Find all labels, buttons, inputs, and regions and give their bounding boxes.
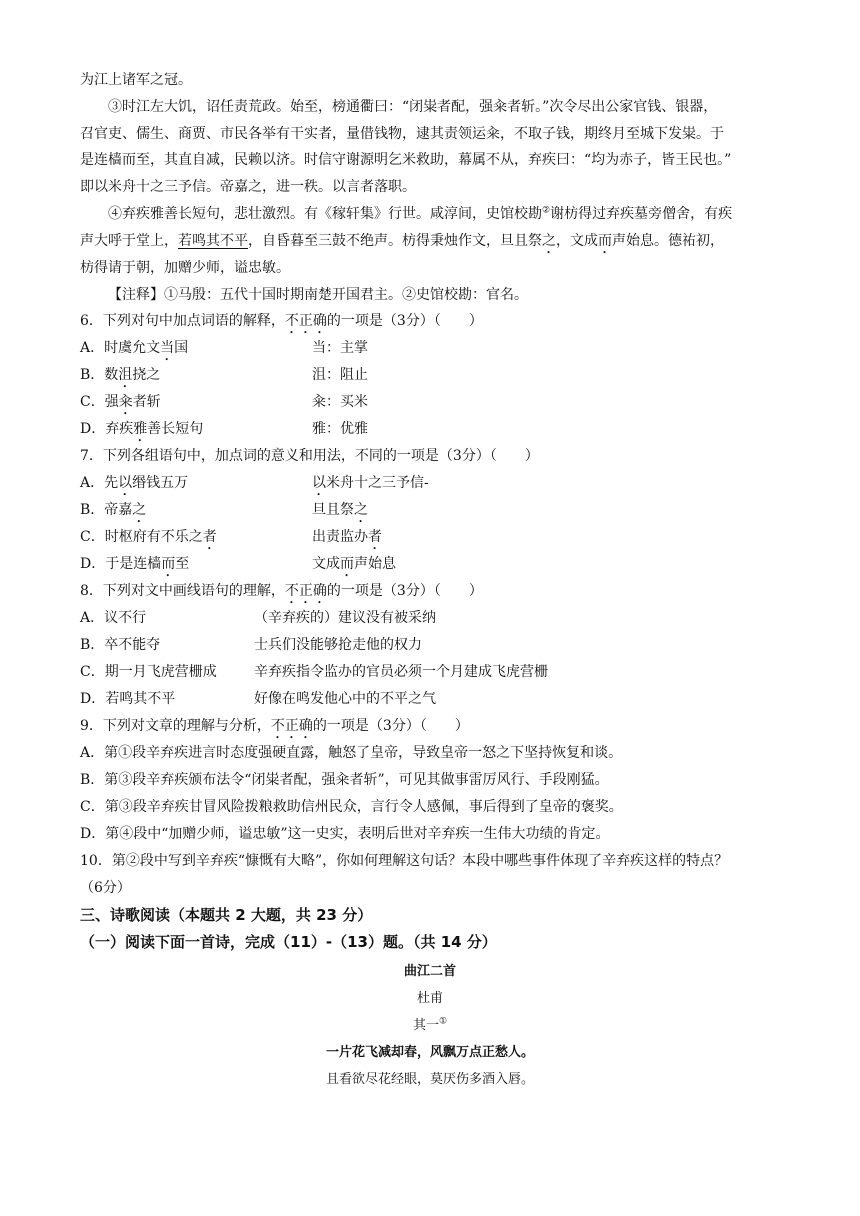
q8-option-d[interactable]: D．若鸣其不平 [80, 691, 176, 707]
text-run: C．强 [80, 394, 119, 410]
text-run: 挠之 [132, 367, 161, 383]
question-7-stem: 7．下列各组语句中，加点词的意义和用法，不同的一项是（3分）（ ） [80, 448, 539, 464]
text-run: B．数 [80, 367, 119, 383]
q7-option-b[interactable] [80, 500, 146, 526]
q7-option-b-compare [312, 500, 368, 526]
q6-option-a[interactable] [80, 338, 188, 364]
q7-option-d[interactable] [80, 554, 189, 580]
text-run: 8．下列对文中画线语句的理解， [80, 583, 285, 599]
text-run: 声始息。德祐初， [612, 233, 724, 249]
q9-option-a[interactable]: A．第①段辛弃疾进言时态度强硬直露，触怒了皇帝，导致皇帝一怒之下坚持恢复和谈。 [80, 745, 623, 761]
text-run: 出责监办 [312, 529, 368, 545]
text-run: C．时枢府有不乐之 [80, 529, 203, 545]
emphasis-word: 不正确 [284, 583, 327, 599]
text-run: ，文成 [556, 233, 598, 249]
q8-option-b[interactable]: B．卒不能夺 [80, 637, 161, 653]
dotted-word: 沮 [118, 367, 133, 383]
q8-option-c[interactable]: C．期一月飞虎营栅成 [80, 664, 217, 680]
text-run: ④弃疾雅善长短句，悲壮激烈。有《稼轩集》行世。咸淳间，史馆校勘 [108, 206, 542, 222]
poem-line-1: 一片花飞减却春，风飘万点正愁人。 [325, 1045, 534, 1060]
q9-option-d[interactable]: D．第④段中“加赠少师，谥忠敏”这一史实，表明后世对辛弃疾一生伟大功绩的肯定。 [80, 826, 610, 842]
q7-option-c[interactable] [80, 527, 217, 553]
passage-p3-line2: 召官吏、儒生、商贾、市民各举有干实者，量借钱物，逮其责领运籴，不取子钱，期终月至城下发粜。于 [80, 126, 724, 142]
poem-author: 杜甫 [416, 991, 443, 1006]
passage-p3-line1: ③时江左大饥，诏任责荒政。始至，榜通衢曰：“闭粜者配，强籴者斩。”次令尽出公家官钱、银器， [108, 99, 718, 115]
dotted-word: 者 [202, 529, 217, 545]
text-run: 的一项是（3分）（ ） [312, 718, 469, 734]
q9-option-c[interactable]: C．第③段辛弃疾甘冒风险拨粮救助信州民众，言行令人感佩，事后得到了皇帝的褒奖。 [80, 799, 623, 815]
q6-option-a-explanation: 当：主掌 [312, 340, 368, 356]
dotted-word: 以 [312, 475, 326, 491]
passage-p4-line3: 枋得请于朝，加赠少师，谥忠敏。 [80, 260, 290, 276]
text-run: ，自昏暮至三鼓不绝声。枋得秉烛作文，旦且祭 [248, 233, 542, 249]
dotted-word: 雅 [133, 421, 148, 437]
dotted-word: 者 [368, 529, 382, 545]
text-run: 旦且祭 [312, 502, 354, 518]
text-run: 至 [175, 556, 190, 572]
text-run: 的一项是（3分）（ ） [326, 583, 483, 599]
q8-option-c-meaning: 辛弃疾指令监办的官员必须一个月建成飞虎营栅 [254, 664, 548, 680]
q6-option-b[interactable] [80, 365, 160, 391]
text-run: 6．下列对句中加点词语的解释， [80, 313, 285, 329]
dotted-word: 而 [598, 233, 612, 249]
dotted-word: 之 [354, 502, 368, 518]
dotted-word: 之 [542, 233, 556, 249]
question-6-stem [80, 311, 483, 337]
text-run: 声大呼于堂上， [80, 233, 178, 249]
text-run: 其一 [412, 1018, 439, 1033]
text-run: 国 [174, 340, 189, 356]
text-run: D．于是连樯 [80, 556, 162, 572]
text-run: 谢枋得过弃疾墓旁僧舍，有疾 [550, 206, 733, 222]
q6-option-b-explanation: 沮：阻止 [312, 367, 368, 383]
q8-option-b-meaning: 士兵们没能够抢走他的权力 [254, 637, 422, 653]
footnote-mark: ① [438, 1016, 448, 1027]
q8-option-a[interactable]: A．议不行 [80, 610, 147, 626]
dotted-word: 籴 [118, 394, 133, 410]
dotted-word: 而 [161, 556, 176, 572]
q7-option-a[interactable] [80, 473, 188, 499]
poem-line-2: 且看欲尽花经眼，莫厌伤多酒入唇。 [325, 1072, 534, 1087]
question-9-stem [80, 716, 469, 742]
passage-p4-line2 [80, 231, 724, 257]
text-run: 者斩 [132, 394, 161, 410]
dotted-word: 而 [340, 556, 354, 572]
text-run: 善长短句 [147, 421, 204, 437]
passage-continuation: 为江上诸军之冠。 [80, 72, 192, 88]
text-run: 缗钱五万 [132, 475, 189, 491]
section-3-title: 三、诗歌阅读（本题共 2 大题，共 23 分） [80, 906, 373, 924]
text-run: A．先 [80, 475, 119, 491]
question-10-stem: 10．第②段中写到辛弃疾“慷慨有大略”，你如何理解这句话？本段中哪些事件体现了辛弃疾这样的特点？ [80, 853, 729, 869]
q9-option-b[interactable]: B．第③段辛弃疾颁布法令“闭粜者配，强籴者斩”，可见其做事雷厉风行、手段刚猛。 [80, 772, 609, 788]
underlined-sentence: 若鸣其不平 [178, 233, 248, 249]
passage-p4-line1 [108, 204, 732, 224]
dotted-word: 之 [132, 502, 147, 518]
poem-title: 曲江二首 [403, 964, 456, 979]
text-run: D．弃疾 [80, 421, 134, 437]
text-run: 的一项是（3分）（ ） [326, 313, 483, 329]
emphasis-word: 不正确 [270, 718, 313, 734]
emphasis-word: 不正确 [284, 313, 327, 329]
q8-option-d-meaning: 好像在鸣发他心中的不平之气 [254, 691, 436, 707]
text-run: 9．下列对文章的理解与分析， [80, 718, 271, 734]
text-run: 声始息 [354, 556, 396, 572]
question-8-stem [80, 581, 483, 607]
poem-part-heading [0, 1016, 860, 1036]
dotted-word: 当 [160, 340, 175, 356]
q6-option-d-explanation: 雅：优雅 [312, 421, 368, 437]
q6-option-c[interactable] [80, 392, 161, 418]
q7-option-c-compare [312, 527, 382, 553]
passage-p3-line4: 即以米舟十之三予信。帝嘉之，进一秩。以言者落职。 [80, 179, 416, 195]
footnote-mark: ② [542, 205, 551, 216]
q7-option-a-compare [312, 473, 429, 499]
dotted-word: 以 [118, 475, 133, 491]
q7-option-d-compare [312, 554, 396, 580]
passage-note: 【注释】①马殷：五代十国时期南楚开国君主。②史馆校勘：官名。 [108, 287, 528, 303]
text-run: A．时虞允文 [80, 340, 161, 356]
text-run: B．帝嘉 [80, 502, 133, 518]
text-run: 文成 [312, 556, 340, 572]
text-run: 米舟十之三予信- [326, 475, 429, 491]
question-10-points: （6分） [80, 880, 131, 896]
q6-option-c-explanation: 籴：买米 [312, 394, 368, 410]
q8-option-a-meaning: （辛弃疾的）建议没有被采纳 [254, 610, 436, 626]
section-3-subtitle: （一）阅读下面一首诗，完成（11）-（13）题。（共 14 分） [80, 933, 497, 951]
q6-option-d[interactable] [80, 419, 203, 445]
passage-p3-line3: 是连樯而至，其直自减，民赖以济。时信守谢源明乞米救助，幕属不从，弃疾曰：“均为赤子，皆王民也。” [80, 152, 732, 168]
